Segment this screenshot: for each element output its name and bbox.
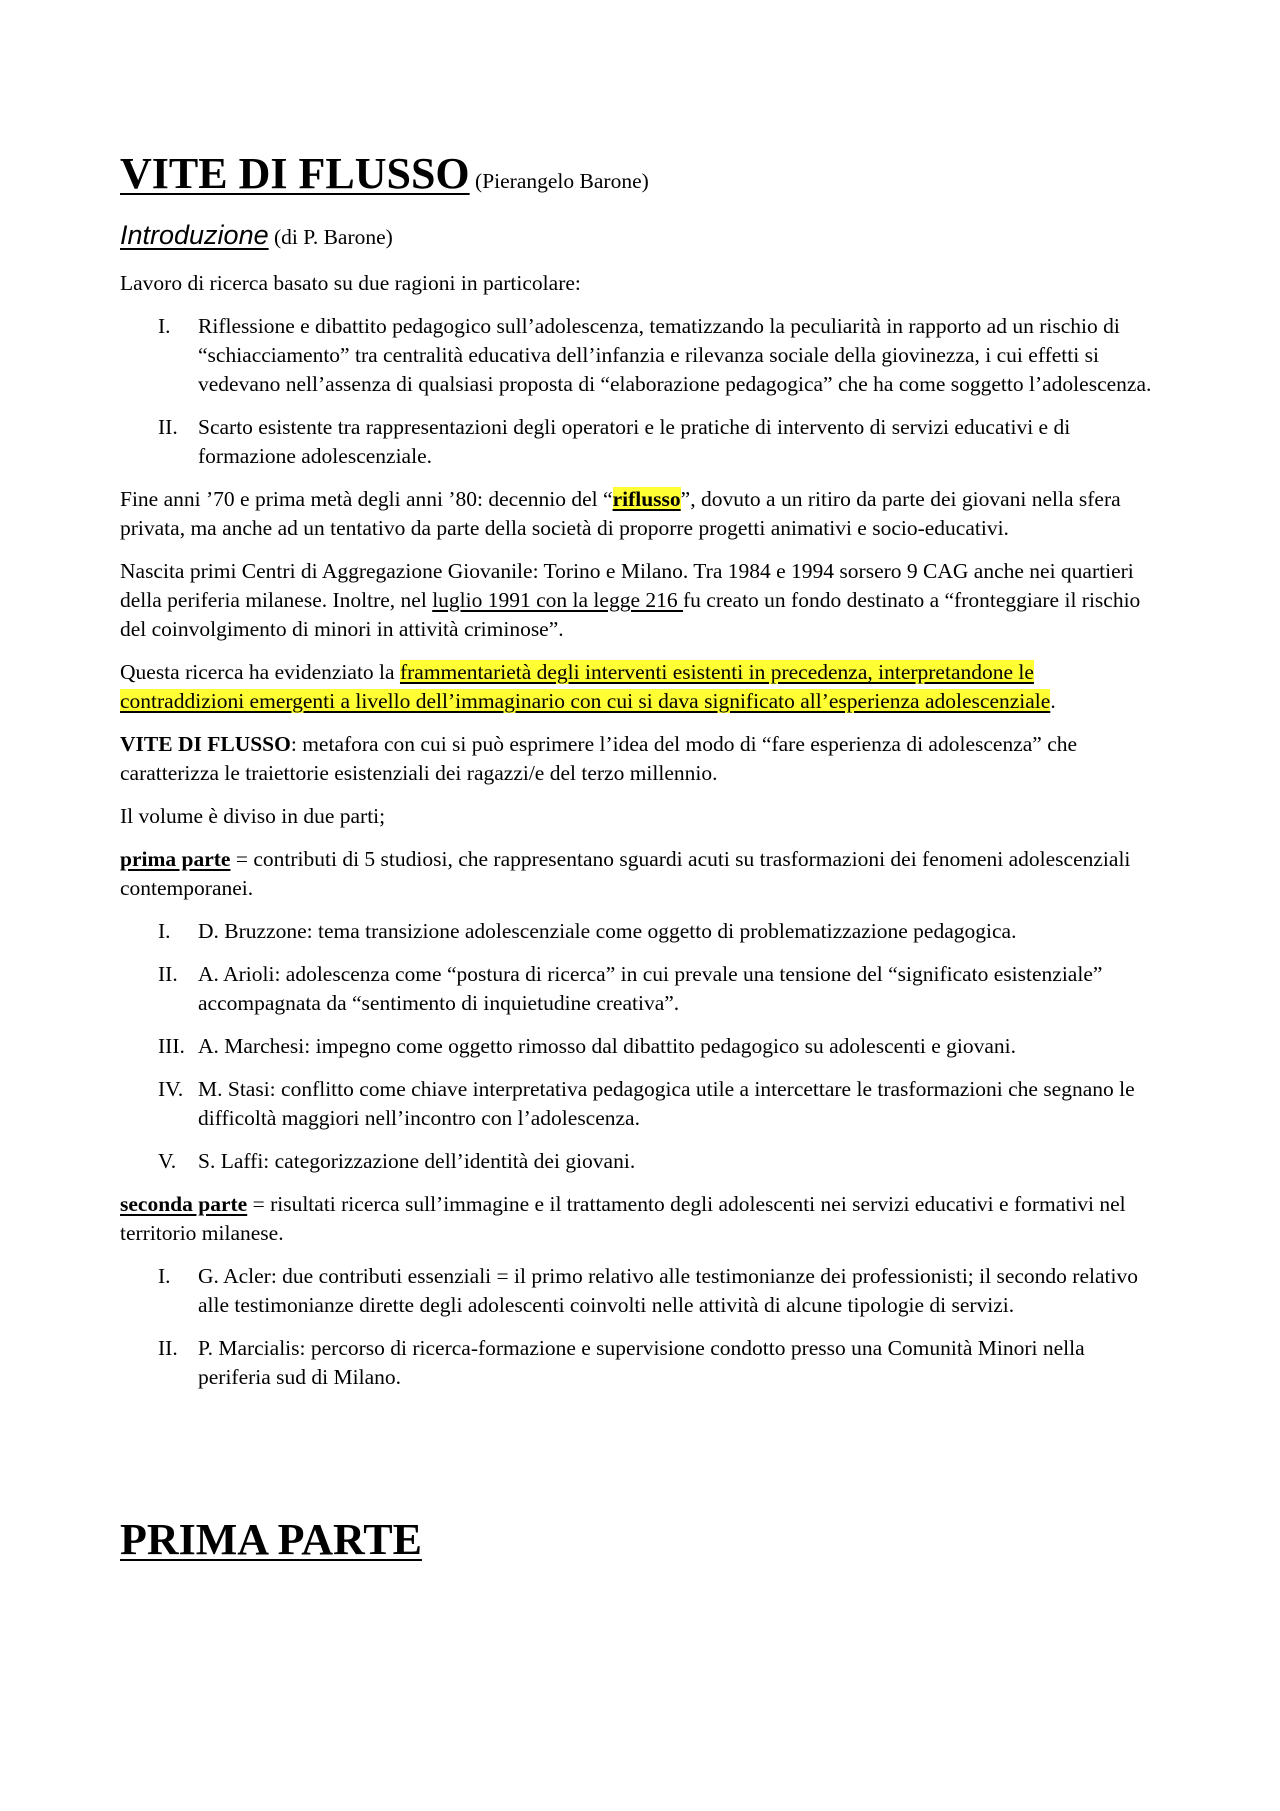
list-text: A. Marchesi: impegno come oggetto rimosso dal dibattito pedagogico su adolescenti e giovani.	[198, 1034, 1017, 1058]
seconda-parte-list	[120, 1262, 1160, 1392]
list-text: Riflessione e dibattito pedagogico sull’adolescenza, tematizzando la peculiarità in rapporto ad un rischio di “schiacciamento” tra centralità educativa dell’infanzia e rilevanza sociale della giovinezza, i cui effetti si vedevano nell’assenza di qualsiasi proposta di “elaborazione pedagogica” che ha come soggetto l’adolescenza.	[198, 314, 1152, 396]
list-item	[120, 917, 1160, 946]
text-span: .	[1050, 689, 1056, 713]
list-item	[120, 1147, 1160, 1176]
paragraph-vite	[120, 730, 1160, 788]
reasons-list	[120, 312, 1160, 471]
list-item	[120, 1075, 1160, 1133]
paragraph-seconda-parte	[120, 1190, 1160, 1248]
list-text: A. Arioli: adolescenza come “postura di ricerca” in cui prevale una tensione del “significato esistenziale” accompagnata da “sentimento di inquietudine creativa”.	[198, 962, 1103, 1015]
highlighted-term: riflusso	[612, 487, 681, 511]
list-text: Scarto esistente tra rappresentazioni degli operatori e le pratiche di intervento di servizi educativi e di formazione adolescenziale.	[198, 415, 1071, 468]
list-number: I.	[158, 314, 171, 338]
text-span: Questa ricerca ha evidenziato la	[120, 660, 400, 684]
intro-lead: Lavoro di ricerca basato su due ragioni in particolare:	[120, 271, 581, 295]
bold-term: VITE DI FLUSSO	[120, 732, 291, 756]
list-item	[120, 1262, 1160, 1320]
list-item	[120, 312, 1160, 399]
list-number: III.	[158, 1034, 185, 1058]
list-number: IV.	[158, 1077, 184, 1101]
text-span: Nascita primi Centri di Aggregazione Giovanile: Torino e Milano. Tra 1984 e 1994 sorsero 9 CAG anche nei quartieri della periferia milanese. Inoltre, nel	[120, 559, 1134, 612]
paragraph-cag	[120, 557, 1160, 644]
bold-label: seconda parte	[120, 1192, 248, 1216]
paragraph-prima-parte	[120, 845, 1160, 903]
text-span: : metafora con cui si può esprimere l’idea del modo di “fare esperienza di adolescenza” che caratterizza le traiettorie esistenziali dei ragazzi/e del terzo millennio.	[120, 732, 1078, 785]
prima-parte-list	[120, 917, 1160, 1176]
list-text: P. Marcialis: percorso di ricerca-formazione e supervisione condotto presso una Comunità Minori nella periferia sud di Milano.	[198, 1336, 1085, 1389]
text-span: fu creato un fondo destinato a “fronteggiare il rischio del coinvolgimento di minori in attività criminose”.	[120, 588, 1141, 641]
highlighted-passage: frammentarietà degli interventi esistenti in precedenza, interpretandone le contraddizioni emergenti a livello dell’immaginario con cui si dava significato all’esperienza adolescenziale	[120, 660, 1051, 713]
paragraph-riflusso	[120, 485, 1160, 543]
text-span: Fine anni ’70 e prima metà degli anni ’80: decennio del “	[120, 487, 613, 511]
list-number: II.	[158, 415, 178, 439]
underlined-law: luglio 1991 con la legge 216	[432, 588, 683, 612]
text-span: = contributi di 5 studiosi, che rappresentano sguardi acuti su trasformazioni dei fenomeni adolescenziali contemporanei.	[120, 847, 1131, 900]
list-number: V.	[158, 1149, 177, 1173]
section-heading-author: (di P. Barone)	[273, 225, 393, 249]
list-number: II.	[158, 962, 178, 986]
text-span: = risultati ricerca sull’immagine e il trattamento degli adolescenti nei servizi educativi e formativi nel territorio milanese.	[120, 1192, 1126, 1245]
list-number: I.	[158, 919, 171, 943]
list-text: D. Bruzzone: tema transizione adolescenziale come oggetto di problematizzazione pedagogica.	[198, 919, 1017, 943]
document-author: (Pierangelo Barone)	[475, 169, 649, 193]
document-title: VITE DI FLUSSO	[120, 149, 470, 198]
part-title: PRIMA PARTE	[120, 1515, 422, 1564]
list-item	[120, 960, 1160, 1018]
list-text: M. Stasi: conflitto come chiave interpretativa pedagogica utile a intercettare le trasformazioni che segnano le difficoltà maggiori nell’incontro con l’adolescenza.	[198, 1077, 1135, 1130]
paragraph-ricerca	[120, 658, 1160, 716]
list-number: II.	[158, 1336, 178, 1360]
section-heading-line	[120, 217, 1160, 255]
list-item	[120, 413, 1160, 471]
text-span: ”, dovuto a un ritiro da parte dei giovani nella sfera privata, ma anche ad un tentativo da parte della società di proporre progetti animativi e socio-educativi.	[120, 487, 1121, 540]
paragraph-volume: Il volume è diviso in due parti;	[120, 804, 386, 828]
list-item	[120, 1334, 1160, 1392]
list-text: S. Laffi: categorizzazione dell’identità dei giovani.	[198, 1149, 636, 1173]
title-line	[120, 148, 1160, 207]
list-item	[120, 1032, 1160, 1061]
section-heading: Introduzione	[120, 220, 269, 250]
list-text: G. Acler: due contributi essenziali = il primo relativo alle testimonianze dei professionisti; il secondo relativo alle testimonianze dirette degli adolescenti coinvolti nelle attività di alcune tipologie di servizi.	[198, 1264, 1138, 1317]
bold-label: prima parte	[120, 847, 231, 871]
list-number: I.	[158, 1264, 171, 1288]
